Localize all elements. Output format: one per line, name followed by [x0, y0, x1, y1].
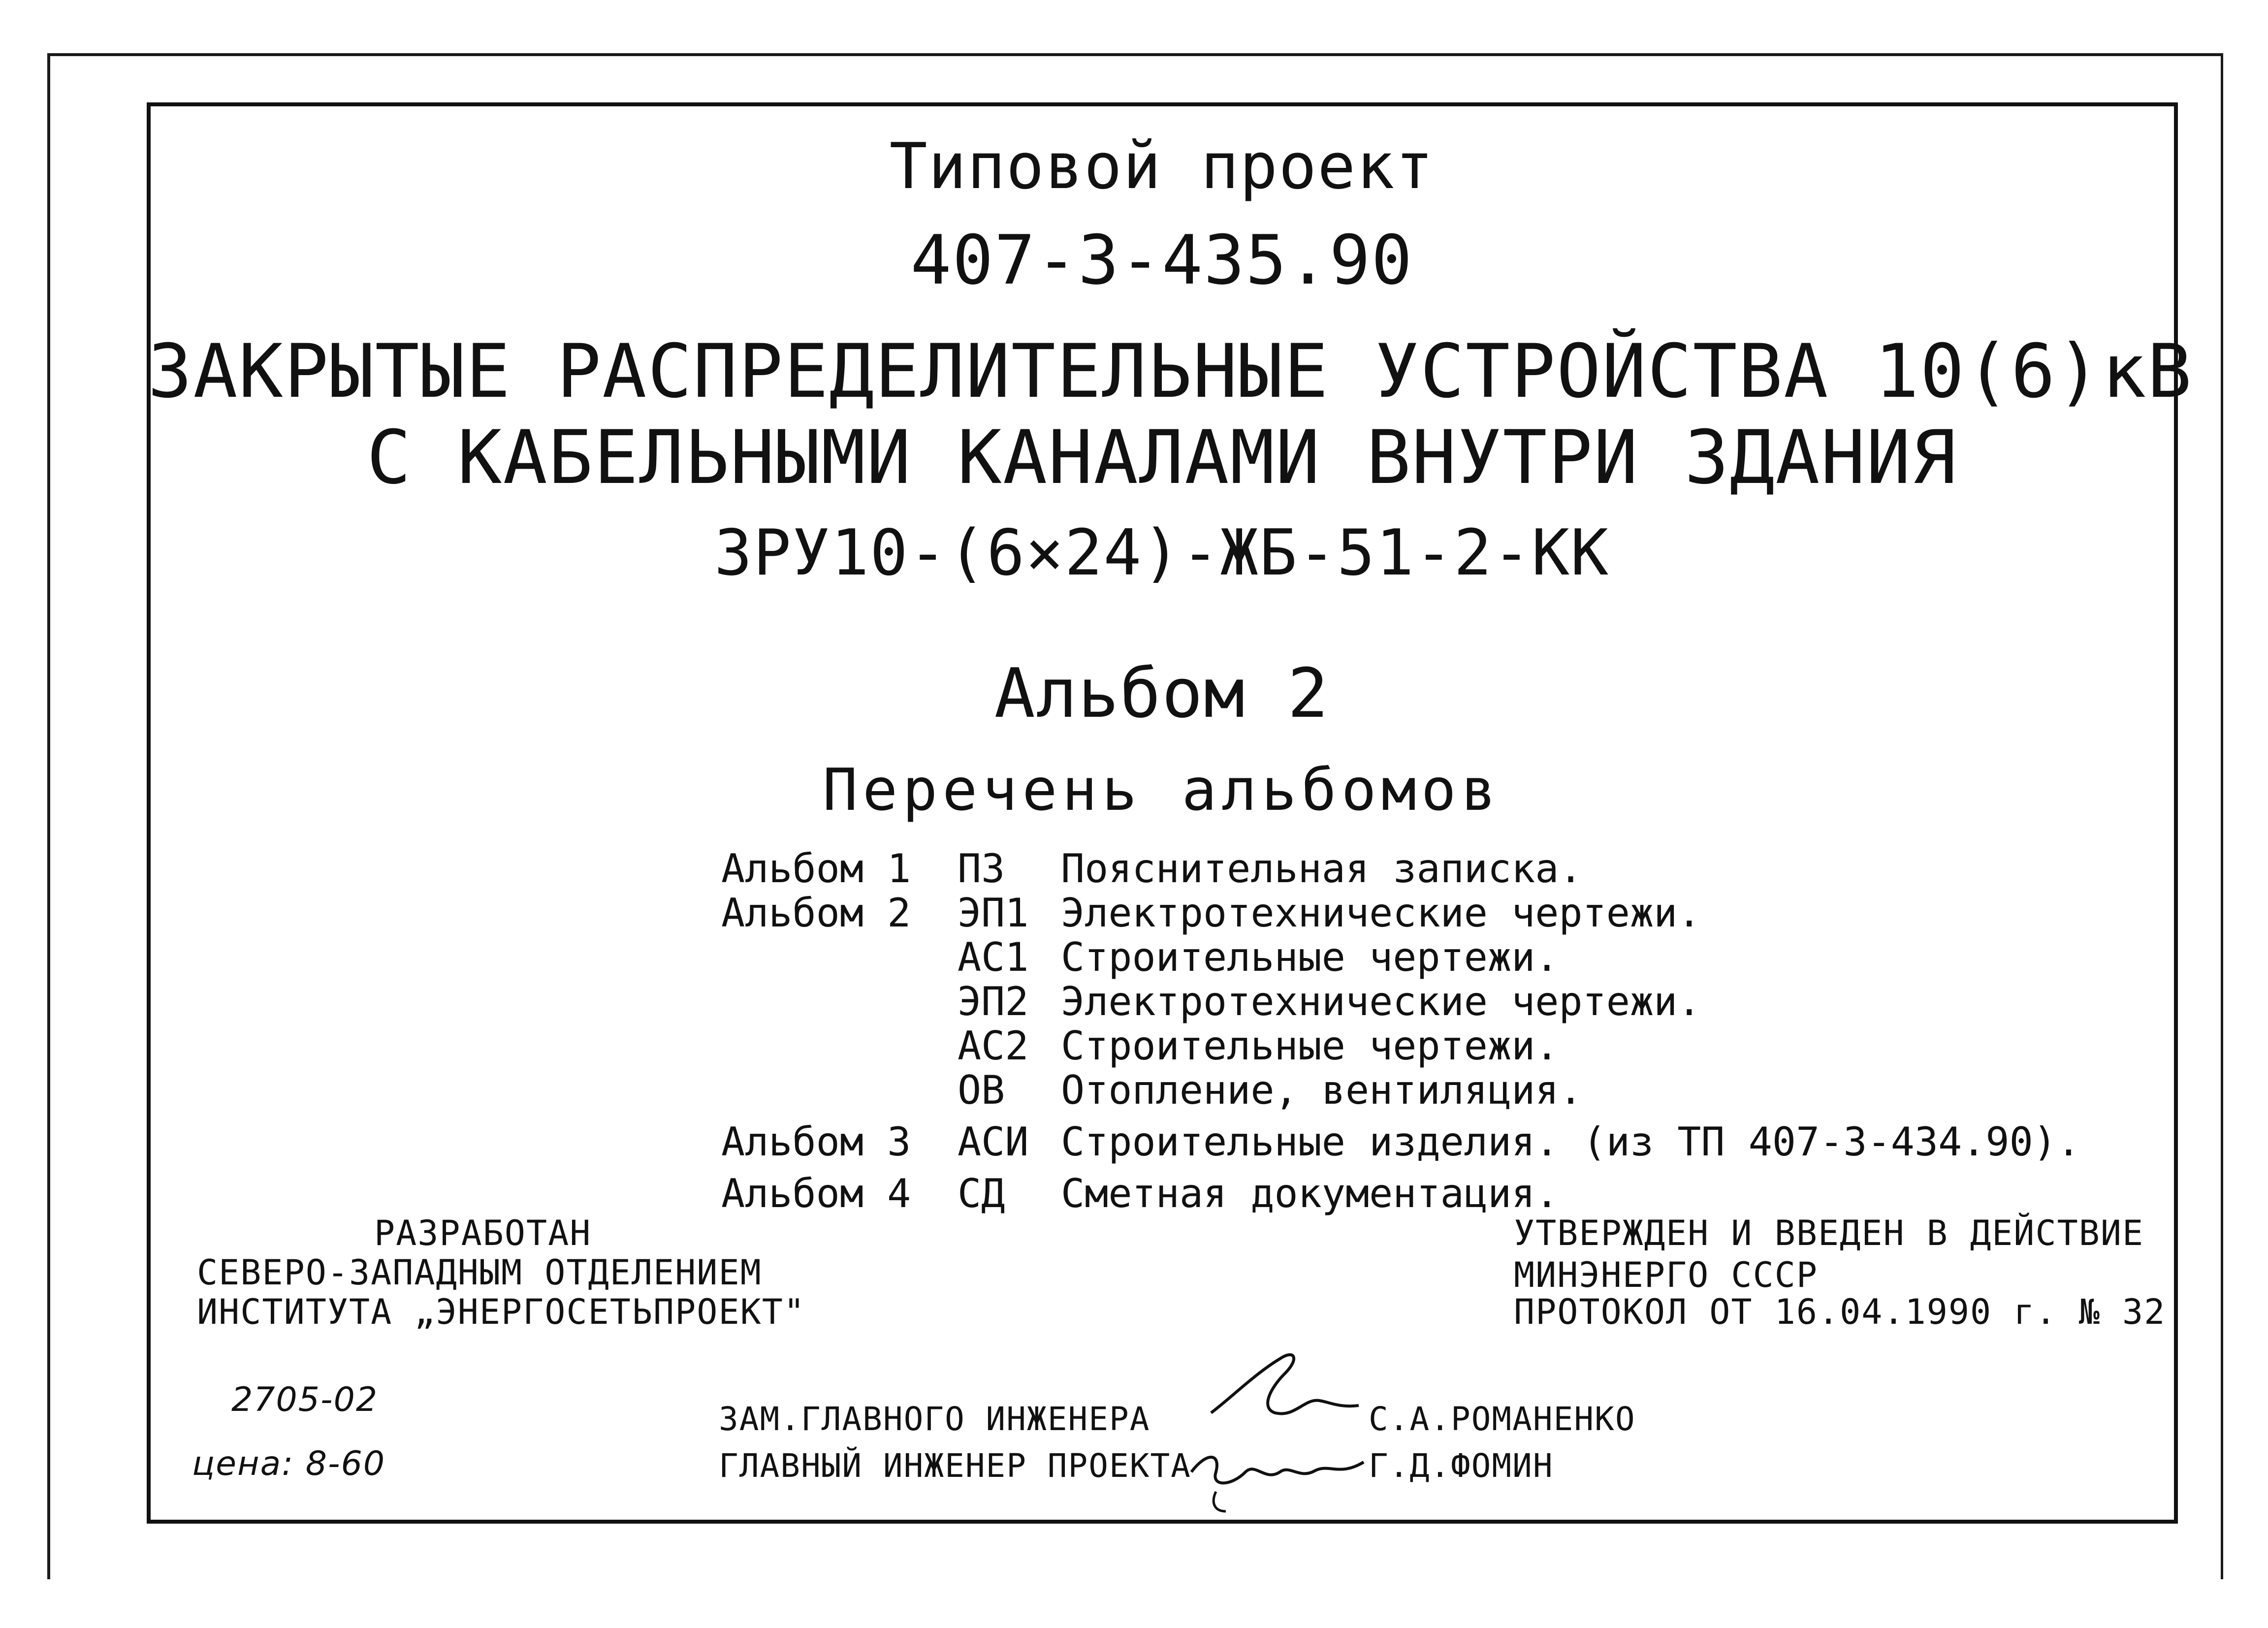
developer-department: СЕВЕРО-ЗАПАДНЫМ ОТДЕЛЕНИЕМ — [197, 1252, 762, 1293]
album-description: Строительные изделия. (из ТП 407-3-434.90). — [1061, 1119, 2081, 1165]
album-description: Пояснительная записка. — [1061, 846, 1583, 892]
developer-label: РАЗРАБОТАН — [374, 1213, 592, 1253]
album-description: Электротехнические чертежи. — [1061, 979, 1701, 1024]
album-title: Альбом 2 — [994, 654, 1330, 733]
album-list-heading: Перечень альбомов — [823, 756, 1501, 824]
signature-name: Г.Д.ФОМИН — [1369, 1447, 1554, 1485]
album-description: Строительные чертежи. — [1061, 1023, 1559, 1069]
signature-name: С.А.РОМАНЕНКО — [1369, 1400, 1636, 1438]
album-code: ПЗ — [958, 846, 1005, 892]
project-title-line1: ЗАКРЫТЫЕ РАСПРЕДЕЛИТЕЛЬНЫЕ УСТРОЙСТВА 10(6)кВ — [148, 329, 2193, 415]
album-name: Альбом 4 — [721, 1171, 911, 1216]
price-note: цена: 8-60 — [192, 1444, 386, 1483]
album-code: ОВ — [958, 1067, 1005, 1113]
album-description: Отопление, вентиляция. — [1061, 1067, 1583, 1113]
album-code: ЭП2 — [958, 979, 1029, 1024]
project-designation: ЗРУ10-(6×24)-ЖБ-51-2-КК — [714, 516, 1610, 590]
album-description: Сметная документация. — [1061, 1171, 1559, 1216]
project-number: 407-3-435.90 — [910, 221, 1413, 300]
album-code: АСИ — [958, 1119, 1029, 1165]
album-description: Строительные чертежи. — [1061, 934, 1559, 980]
album-name: Альбом 2 — [721, 890, 911, 936]
signature-fomin-icon — [1186, 1433, 1374, 1516]
approval-protocol: ПРОТОКОЛ ОТ 16.04.1990 г. № 32 — [1514, 1292, 2166, 1332]
developer-institute: ИНСТИТУТА „ЭНЕРГОСЕТЬПРОЕКТ" — [197, 1292, 806, 1332]
project-type-label: Типовой проект — [889, 130, 1435, 203]
document-code: 2705-02 — [231, 1380, 379, 1419]
signature-role: ГЛАВНЫЙ ИНЖЕНЕР ПРОЕКТА — [719, 1447, 1191, 1485]
signature-role: ЗАМ.ГЛАВНОГО ИНЖЕНЕРА — [719, 1400, 1150, 1438]
album-description: Электротехнические чертежи. — [1061, 890, 1701, 936]
album-code: АС2 — [958, 1023, 1029, 1069]
project-title-line2: С КАБЕЛЬНЫМИ КАНАЛАМИ ВНУТРИ ЗДАНИЯ — [366, 415, 1957, 501]
album-name: Альбом 1 — [721, 846, 911, 892]
signature-romanenko-icon — [1201, 1339, 1364, 1437]
album-code: СД — [958, 1171, 1005, 1216]
album-name: Альбом 3 — [721, 1119, 911, 1165]
approval-ministry: МИНЭНЕРГО СССР — [1514, 1255, 1819, 1295]
approval-label: УТВЕРЖДЕН И ВВЕДЕН В ДЕЙСТВИЕ — [1514, 1213, 2144, 1253]
album-code: АС1 — [958, 934, 1029, 980]
album-code: ЭП1 — [958, 890, 1029, 936]
